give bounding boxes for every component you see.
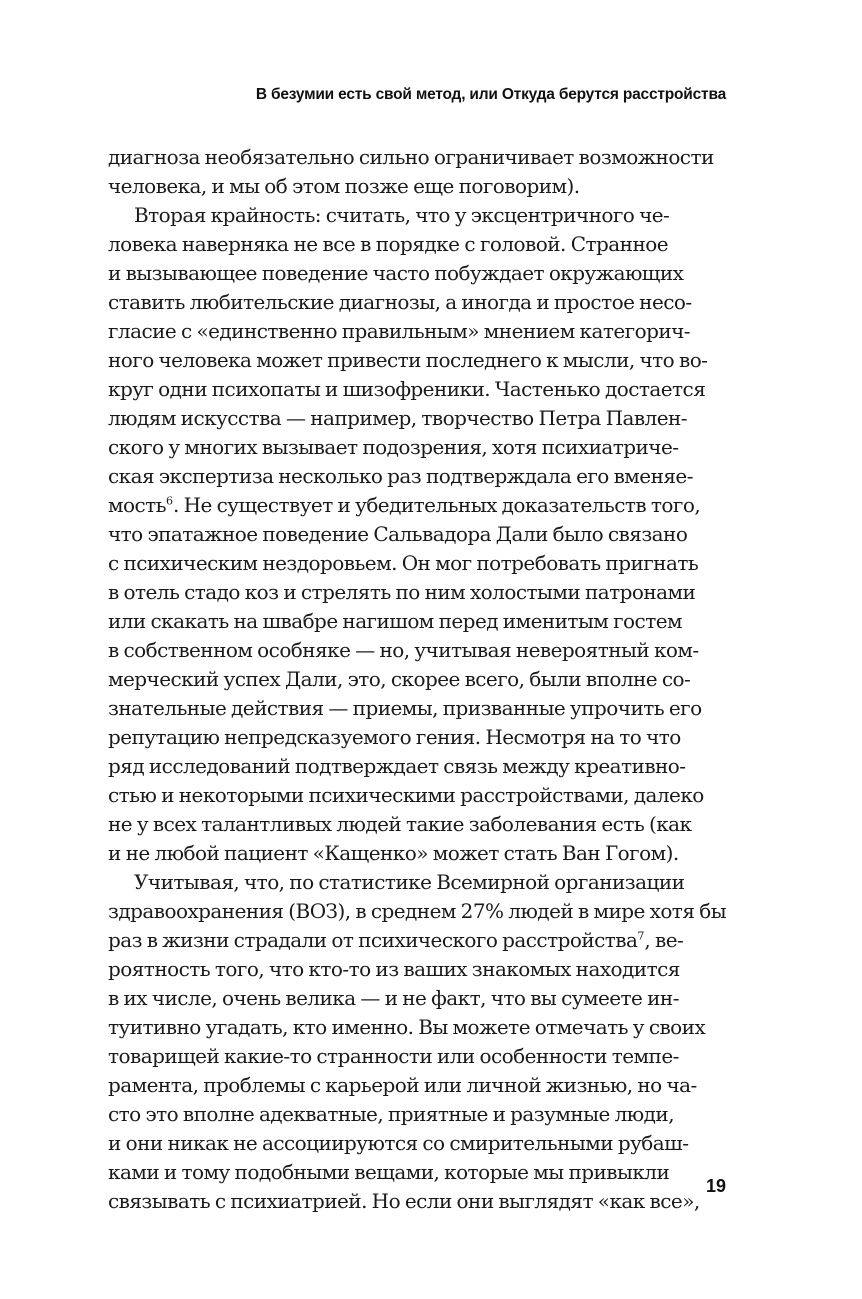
text-line: и вызывающее поведение часто побуждает окружающих [108,261,684,285]
text-line: не у всех талантливых людей такие заболевания есть (как [108,812,692,836]
text-line: в их числе, очень велика — и не факт, что вы сумеете ин- [108,986,679,1010]
text-line: здравоохранения (ВОЗ), в среднем 27% людей в мире хотя бы [108,899,727,923]
text-fragment: мость [108,493,167,517]
text-line: ряд исследований подтверждает связь между креативно- [108,754,686,778]
text-line: рамента, проблемы с карьерой или личной жизнью, но ча- [108,1073,697,1097]
text-line: ставить любительские диагнозы, а иногда и простое несо- [108,290,692,314]
text-line: в собственном особняке — но, учитывая невероятный ком- [108,638,699,662]
text-line: диагноза необязательно сильно ограничивает возможности [108,145,714,169]
text-line: и не любой пациент «Кащенко» может стать Ван Гогом). [108,841,679,865]
text-line: Вторая крайность: считать, что у эксцентричного че- [134,203,670,227]
text-line: круг одни психопаты и шизофреники. Частенько достается [108,377,706,401]
text-line: людям искусства — например, творчество Петра Павлен- [108,406,687,430]
text-line: гласие с «единственно правильным» мнением категорич- [108,319,690,343]
text-line [108,491,701,520]
text-line: человека, и мы об этом позже еще поговорим). [108,174,580,198]
text-line: знательные действия — приемы, призванные упрочить его [108,696,702,720]
text-fragment: раз в жизни страдали от психического расстройства [108,928,638,952]
text-fragment: . Не существует и убедительных доказательств того, [173,493,701,517]
page-number: 19 [705,1176,726,1196]
text-line: ловека наверняка не все в порядке с головой. Странное [108,232,668,256]
running-header: В безумии есть свой метод, или Откуда берутся расстройства [255,86,726,103]
text-line: ского у многих вызывает подозрения, хотя психиатриче- [108,435,679,459]
text-line: репутацию непредсказуемого гения. Несмотря на то что [108,725,681,749]
text-line: и они никак не ассоциируются со смирительными рубаш- [108,1131,689,1155]
text-line: туитивно угадать, кто именно. Вы можете отмечать у своих [108,1015,706,1039]
text-line: или скакать на швабре нагишом перед именитым гостем [108,609,683,633]
text-line: товарищей какие-то странности или особенности темпе- [108,1044,679,1068]
text-line: с психическим нездоровьем. Он мог потребовать пригнать [108,551,699,575]
text-fragment: , ве- [644,928,684,952]
text-line: в отель стадо коз и стрелять по ним холостыми патронами [108,580,696,604]
footnote-ref[interactable]: 7 [637,929,645,943]
text-line: ного человека может привести последнего к мысли, что во- [108,348,708,372]
text-line: ская экспертиза несколько раз подтверждала его вменяе- [108,464,693,488]
text-line: мерческий успех Дали, это, скорее всего, были вполне со- [108,667,691,691]
text-line [108,926,684,955]
footnote-ref[interactable]: 6 [166,494,174,508]
text-line: роятность того, что кто-то из ваших знакомых находится [108,957,680,981]
text-line: ками и тому подобными вещами, которые мы привыкли [108,1160,670,1184]
text-line: стью и некоторыми психическими расстройствами, далеко [108,783,704,807]
text-line: связывать с психиатрией. Но если они выглядят «как все», [108,1189,700,1213]
text-line: Учитывая, что, по статистике Всемирной организации [134,870,685,894]
text-line: сто это вполне адекватные, приятные и разумные люди, [108,1102,675,1126]
text-line: что эпатажное поведение Сальвадора Дали было связано [108,522,688,546]
